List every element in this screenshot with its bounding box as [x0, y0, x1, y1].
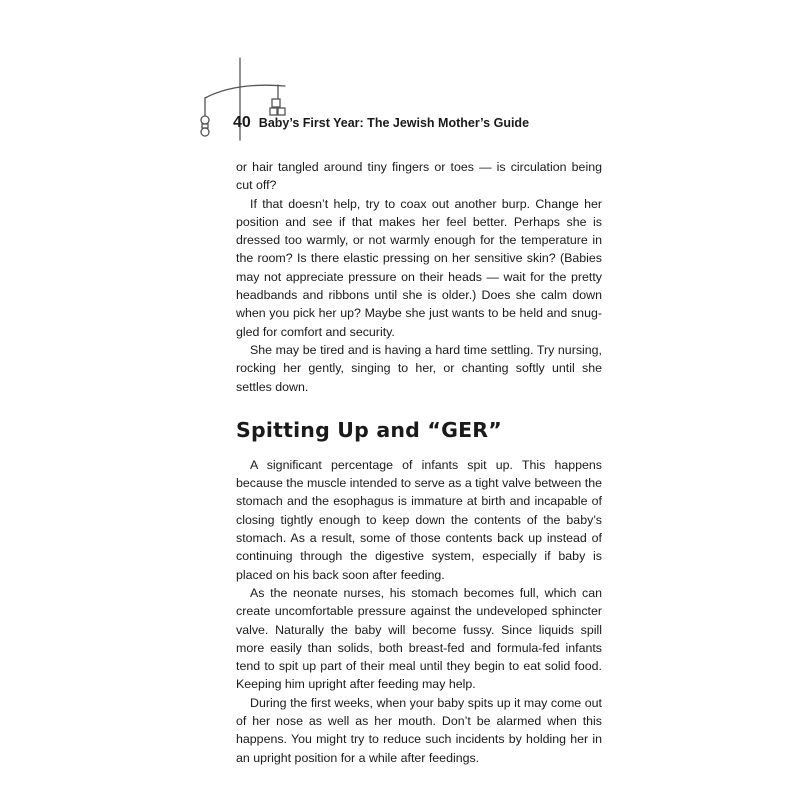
paragraph: If that doesn’t help, try to coax out another burp. Change her position and see if that makes her feel better. Perhaps she is dressed too warmly, or not warmly enough for the temperature in the room? Is there elastic pressing on her sensitive skin? (Babies may not appreciate pressure on their heads — wait for the pretty headbands and ribbons until she is older.) Does she calm down when you pick her up? Maybe she just wants to be held and snuggled for comfort and security. — [236, 196, 602, 339]
book-title: Baby’s First Year: The Jewish Mother’s Guide — [258, 116, 530, 130]
paragraph: or hair tangled around tiny fingers or toes — is circulation being cut off? — [236, 160, 602, 193]
paragraph: She may be tired and is having a hard time settling. Try nursing, rocking her gently, singing to her, or chanting softly until she settles down. — [236, 342, 602, 394]
paragraph: A significant percentage of infants spit up. This happens because the muscle intended to serve as a tight valve between the stomach and the esophagus is immature at birth and incapable of closing tightly enough to keep down the contents of the baby’s stomach. As a result, some of those contents back up instead of continuing through the digestive system, especially if baby is placed on his back soon after feeding. — [236, 457, 602, 582]
paragraph: As the neonate nurses, his stomach becomes full, which can create uncomfortable pressure against the undeveloped sphincter valve. Naturally the baby will become fussy. Since liquids spill more easily than solids, both breast-fed and formula-fed infants tend to spit up part of their meal until they begin to eat solid food. Keeping him upright after feeding may help. — [236, 585, 602, 692]
section-heading: Spitting Up and “GER” — [236, 417, 502, 442]
page-number: 40 — [233, 114, 251, 131]
paragraph: During the first weeks, when your baby spits up it may come out of her nose as well as her mouth. Don’t be alarmed when this happens. You might try to reduce such incidents by holding her in an upright position for a while after feedings. — [236, 695, 602, 765]
running-head — [233, 114, 529, 132]
body-text — [236, 158, 602, 767]
